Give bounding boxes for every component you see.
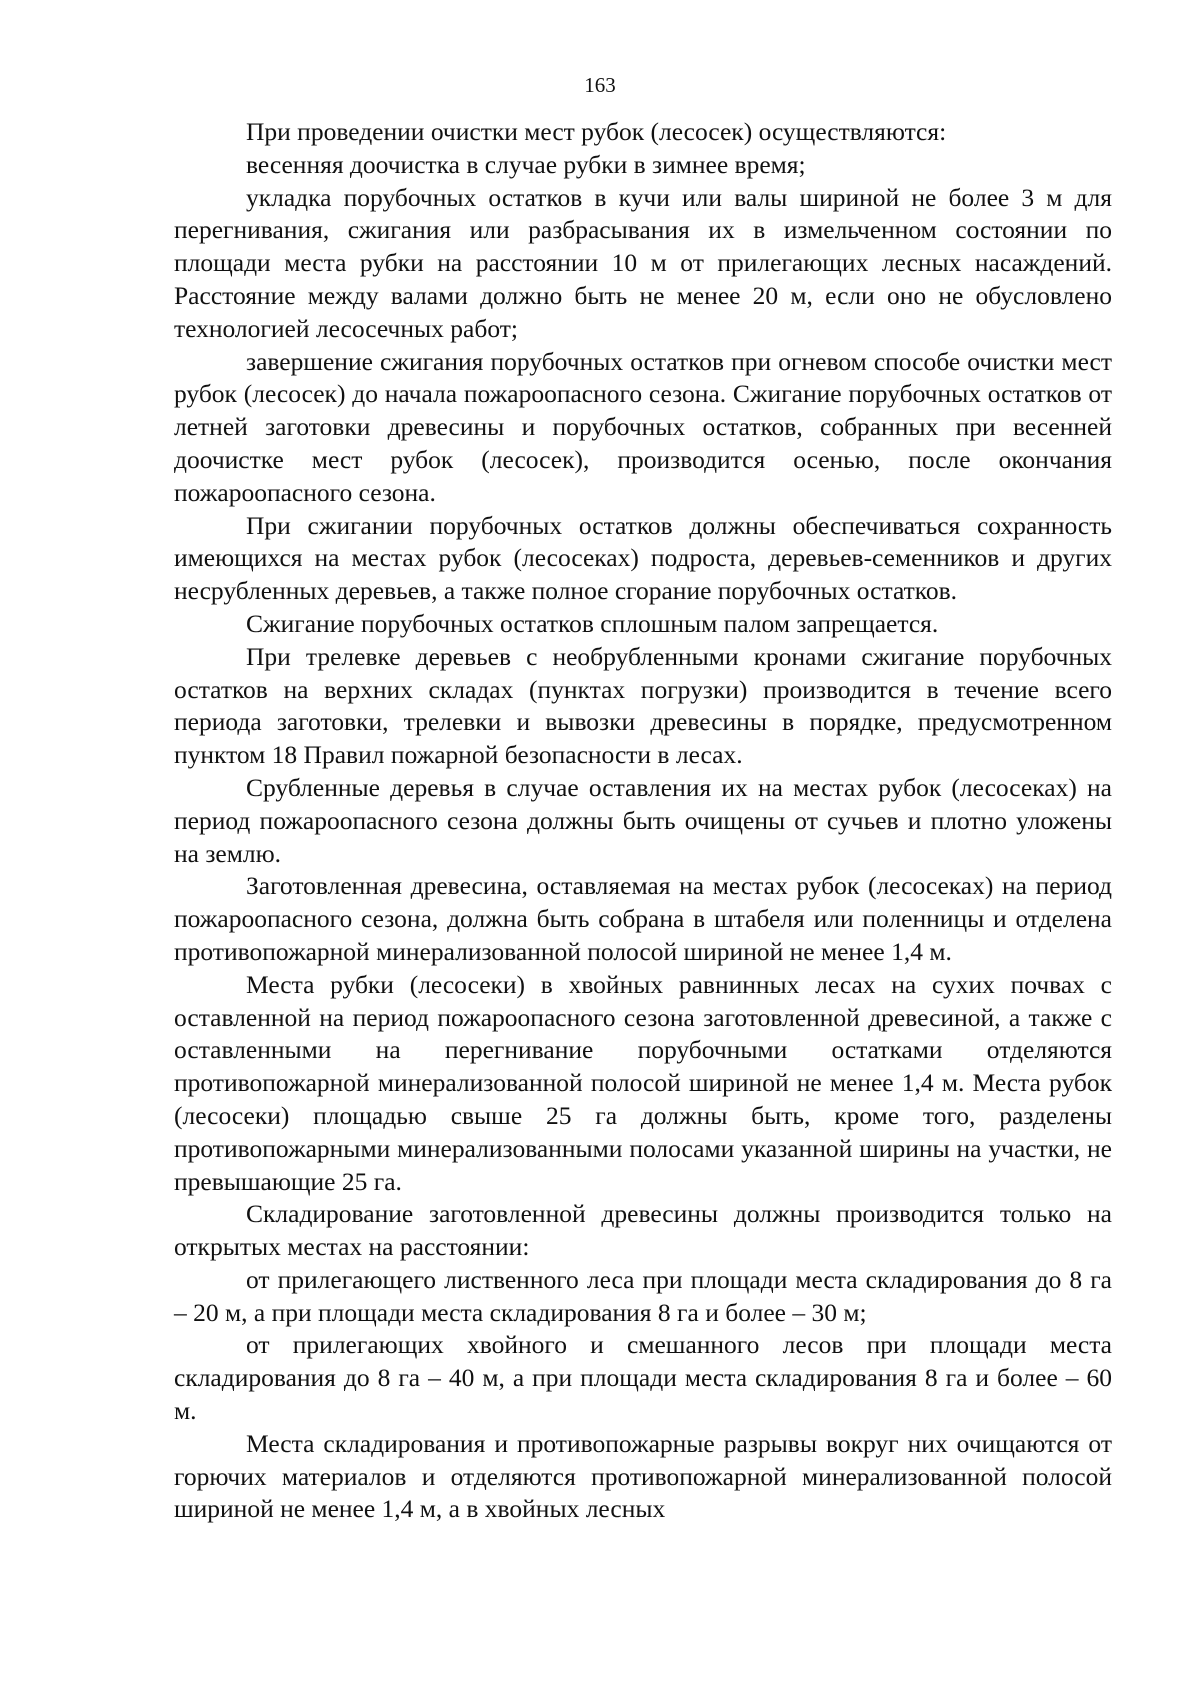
paragraph: Складирование заготовленной древесины должны производится только на открытых местах на расстоянии:	[174, 1199, 1112, 1262]
paragraph: Заготовленная древесина, оставляемая на местах рубок (лесосеках) на период пожароопасного сезона, должна быть собрана в штабеля или поленницы и отделена противопожарной минерализованной полосой шириной не менее 1,4 м.	[174, 871, 1112, 966]
paragraph: от прилегающего лиственного леса при площади места складирования до 8 га – 20 м, а при площади места складирования 8 га и более – 30 м;	[174, 1264, 1112, 1327]
paragraph: При сжигании порубочных остатков должны обеспечиваться сохранность имеющихся на местах рубок (лесосеках) подроста, деревьев-семенников и других несрубленных деревьев, а также полное сгорание порубочных остатков.	[174, 510, 1112, 606]
paragraph: При трелевке деревьев с необрубленными кронами сжигание порубочных остатков на верхних складах (пунктах погрузки) производится в течение всего периода заготовки, трелевки и вывозки древесины в порядке, предусмотренном пунктом 18 Правил пожарной безопасности в лесах.	[174, 641, 1112, 770]
paragraph: завершение сжигания порубочных остатков при огневом способе очистки мест рубок (лесосек) до начала пожароопасного сезона. Сжигание порубочных остатков от летней заготовки древесины и порубочных остатков, собранных при весенней доочистке мест рубок (лесосек), производится осенью, после окончания пожароопасного сезона.	[174, 346, 1112, 507]
paragraph: Места складирования и противопожарные разрывы вокруг них очищаются от горючих материалов и отделяются противопожарной минерализованной полосой шириной не менее 1,4 м, а в хвойных лесных	[174, 1428, 1112, 1524]
paragraph: укладка порубочных остатков в кучи или валы шириной не более 3 м для перегнивания, сжигания или разбрасывания их в измельченном состоянии по площади места рубки на расстоянии 10 м от прилегающих лесных насаждений. Расстояние между валами должно быть не менее 20 м, если оно не обусловлено технологией лесосечных работ;	[174, 182, 1112, 343]
document-body	[174, 116, 1112, 1526]
paragraph: При проведении очистки мест рубок (лесосек) осуществляются:	[246, 117, 947, 146]
paragraph: Сжигание порубочных остатков сплошным палом запрещается.	[246, 608, 939, 638]
page-number: 163	[584, 73, 616, 97]
paragraph: весенняя доочистка в случае рубки в зимнее время;	[246, 149, 806, 179]
paragraph: Места рубки (лесосеки) в хвойных равнинных лесах на сухих почвах с оставленной на период пожароопасного сезона заготовленной древесиной, а также с оставленными на перегнивание порубочными остатками отделяются противопожарной минерализованной полосой шириной не менее 1,4 м. Места рубок (лесосеки) площадью свыше 25 га должны быть, кроме того, разделены противопожарными минерализованными полосами указанной ширины на участки, не превышающие 25 га.	[174, 969, 1112, 1196]
paragraph: Срубленные деревья в случае оставления их на местах рубок (лесосеках) на период пожароопасного сезона должны быть очищены от сучьев и плотно уложены на землю.	[174, 772, 1112, 868]
paragraph: от прилегающих хвойного и смешанного лесов при площади места складирования до 8 га – 40 м, а при площади места складирования 8 га и более – 60 м.	[174, 1330, 1112, 1426]
